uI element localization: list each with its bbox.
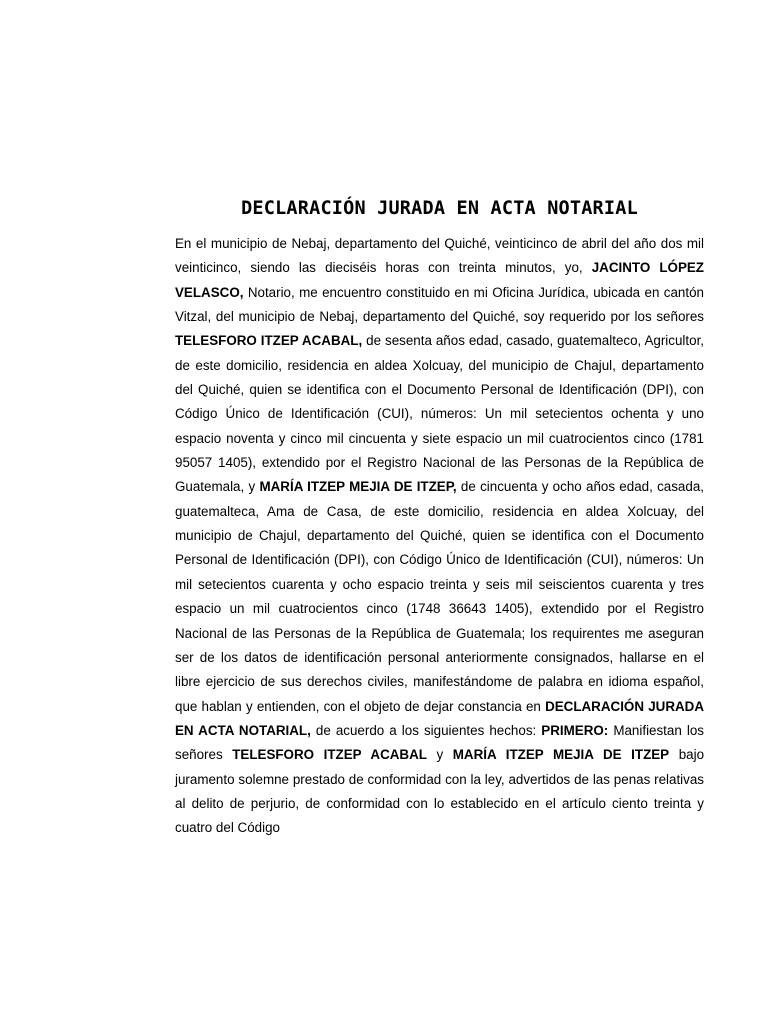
act-title-inline: DECLARACIÓN JURADA EN ACTA NOTARIAL,: [175, 698, 704, 738]
body-segment: de sesenta años edad, casado, guatemalteco, Agricultor, de este domicilio, residencia en aldea Xolcuay, del municipio de Chajul, departamento del Quiché, quien se identifica con el Documento Personal de Identificación (DPI), con Código Único de Identificación (CUI), números: Un mil setecientos ochenta y uno espacio noventa y cinco mil cincuenta y siete espacio un mil cuatrocientos cinco (1781 95057 1405), extendido por el Registro Nacional de las Personas de la República de Guatemala, y: [175, 333, 705, 495]
body-segment: Notario, me encuentro constituido en mi Oficina Jurídica, ubicada en cantón Vitzal, del municipio de Nebaj, departamento del Quiché, soy requerido por los señores: [175, 284, 704, 325]
body-segment: Manifiestan los señores: [175, 722, 704, 763]
requirer-name-1: TELESFORO ITZEP ACABAL,: [175, 333, 363, 349]
body-segment: de cincuenta y ocho años edad, casada, guatemalteca, Ama de Casa, de este domicilio, residencia en aldea Xolcuay, del municipio de Chajul, departamento del Quiché, quien se identifica con el Documento Personal de Identificación (DPI), con Código Único de Identificación (CUI), números: Un mil setecientos cuarenta y ocho espacio treinta y seis mil seiscientos cuarenta y tres espacio un mil cuatrocientos cinco (1748 36643 1405), extendido por el Registro Nacional de las Personas de la República de Guatemala; los requirentes me aseguran ser de los datos de identificación personal anteriormente consignados, hallarse en el libre ejercicio de sus derechos civiles, manifestándome de palabra en idioma español, que hablan y entienden, con el objeto de dejar constancia en: [175, 479, 704, 714]
requirer-name-1-ref: TELESFORO ITZEP ACABAL: [232, 747, 427, 763]
body-segment: de acuerdo a los siguientes hechos:: [310, 722, 542, 738]
notary-name: JACINTO LÓPEZ VELASCO,: [175, 260, 704, 300]
body-segment: En el municipio de Nebaj, departamento del Quiché, veinticinco de abril del año dos mil veinticinco, siendo las dieciséis horas con treinta minutos, yo,: [175, 236, 704, 276]
document-title: DECLARACIÓN JURADA EN ACTA NOTARIAL: [241, 198, 638, 219]
requirer-name-2: MARÍA ITZEP MEJIA DE ITZEP,: [259, 479, 457, 495]
body-segment: bajo juramento solemne prestado de conformidad con la ley, advertidos de las penas relativas al delito de perjurio, de conformidad con lo establecido en el artículo ciento treinta y cuatro del Código: [175, 747, 705, 836]
clause-heading-primero: PRIMERO:: [541, 722, 609, 738]
body-segment: y: [426, 747, 453, 763]
document-body: [175, 232, 704, 841]
requirer-name-2-ref: MARÍA ITZEP MEJIA DE ITZEP: [452, 747, 670, 763]
